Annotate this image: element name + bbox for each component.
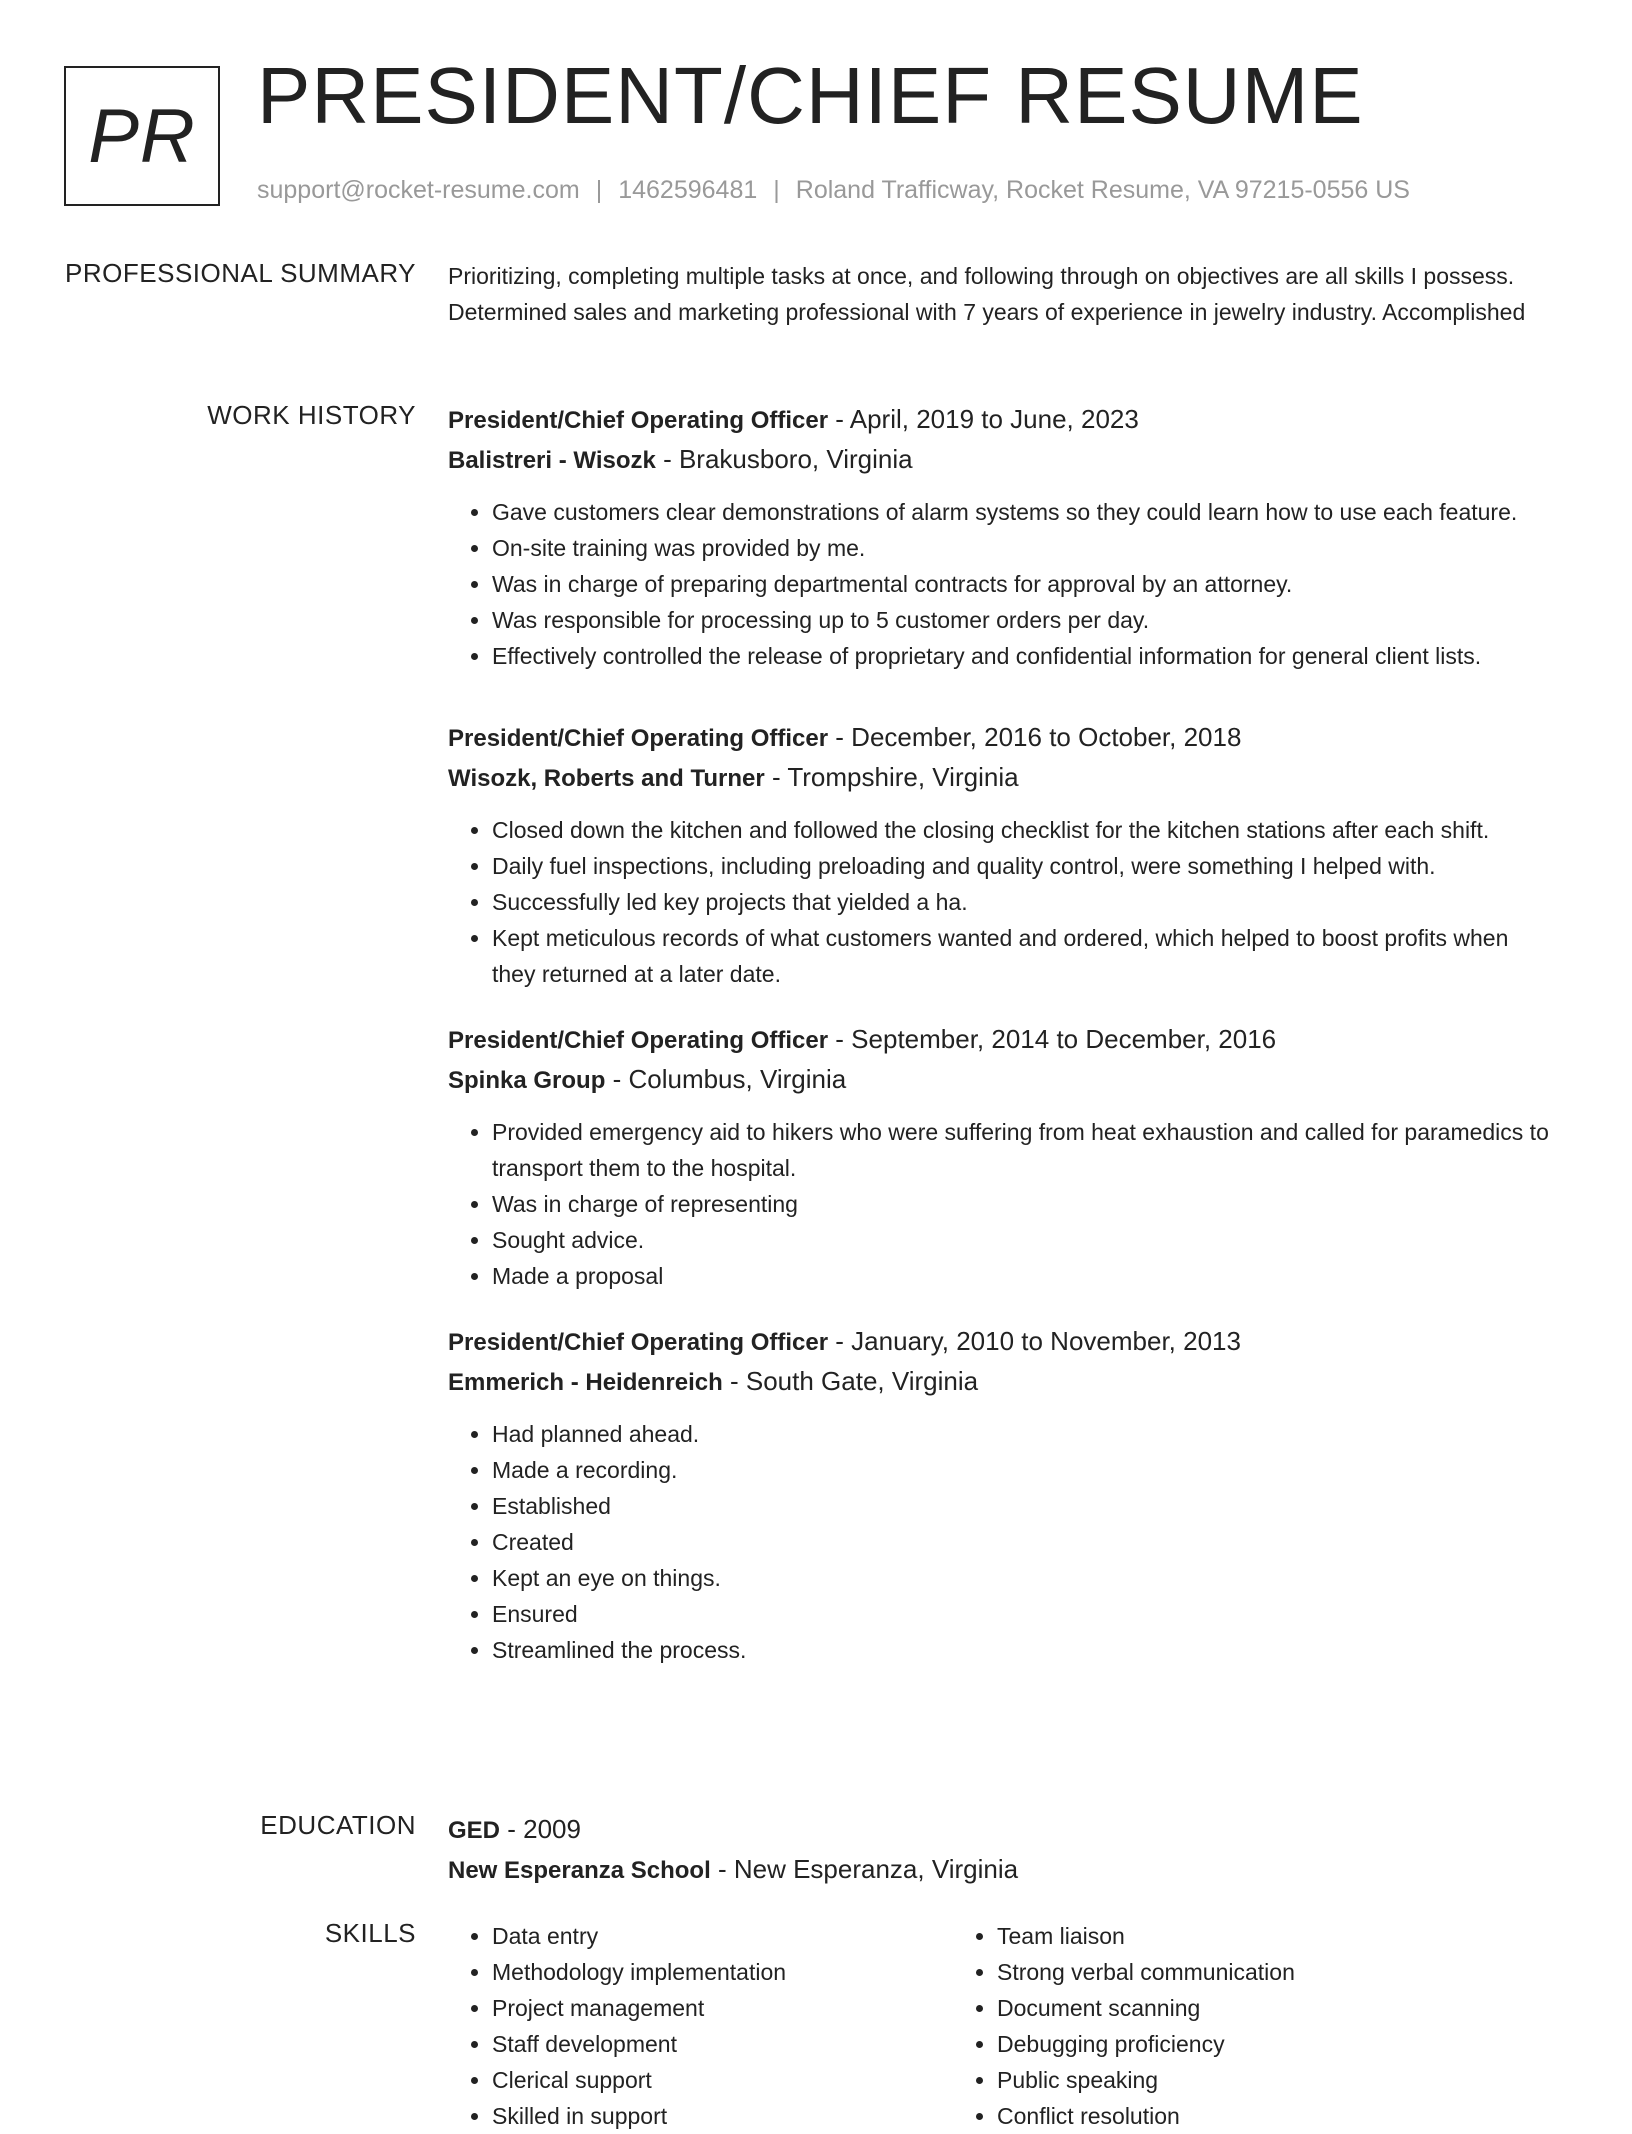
contact-line (257, 176, 1410, 205)
contact-phone[interactable]: 1462596481 (618, 176, 758, 204)
skill-item: • Methodology implementation (492, 1954, 953, 1990)
list-item: • Streamlined the process. (492, 1632, 1558, 1668)
job-title: President/Chief Operating Officer (448, 1329, 829, 1356)
skill-item: • Team liaison (997, 1918, 1458, 1954)
job-location: - South Gate, Virginia (722, 1366, 979, 1396)
list-item: • Had planned ahead. (492, 1416, 1558, 1452)
skills-list-left (448, 1918, 953, 2134)
skill-item: • Staff development (492, 2026, 953, 2062)
skill-item: • Document scanning (997, 1990, 1458, 2026)
list-item: • Made a recording. (492, 1452, 1558, 1488)
skill-item: • Strong verbal communication (997, 1954, 1458, 1990)
section-label-work-history: WORK HISTORY (207, 400, 416, 430)
skill-item: • Skilled in support (492, 2098, 953, 2134)
job-title: President/Chief Operating Officer (448, 1027, 829, 1054)
list-item: • Was in charge of representing (492, 1186, 1558, 1222)
job-bullets (448, 812, 1558, 992)
job-dates: - January, 2010 to November, 2013 (828, 1326, 1241, 1356)
job-bullets (448, 1114, 1558, 1294)
summary-text: Prioritizing, completing multiple tasks at once, and following through on objectives are all skills I possess. Determined sales and marketing professional with 7 years of experience in jewelry industry. Accomplished (448, 263, 1526, 325)
list-item: • Provided emergency aid to hikers who were suffering from heat exhaustion and called for paramedics to transport them to the hospital. (492, 1114, 1558, 1186)
skill-item: • Data entry (492, 1918, 953, 1954)
job-title-line (448, 718, 1558, 758)
job-dates: - September, 2014 to December, 2016 (828, 1024, 1277, 1054)
job-company-line (448, 440, 1558, 480)
job-title: President/Chief Operating Officer (448, 407, 829, 434)
list-item: • Was in charge of preparing departmental contracts for approval by an attorney. (492, 566, 1558, 602)
job-company-line (448, 1362, 1558, 1402)
job-title-line (448, 1020, 1558, 1060)
list-item: • Closed down the kitchen and followed the closing checklist for the kitchen stations after each shift. (492, 812, 1558, 848)
education-degree-line (448, 1810, 1558, 1850)
list-item: • Kept an eye on things. (492, 1560, 1558, 1596)
job-location: - Brakusboro, Virginia (655, 444, 913, 474)
section-label-summary: PROFESSIONAL SUMMARY (65, 258, 416, 288)
education-school: New Esperanza School (448, 1857, 711, 1884)
job-bullets (448, 1416, 1558, 1668)
contact-separator: | (773, 176, 780, 204)
contact-email[interactable]: support@rocket-resume.com (257, 176, 580, 204)
job-dates: - April, 2019 to June, 2023 (828, 404, 1139, 434)
job-company: Emmerich - Heidenreich (448, 1369, 723, 1396)
list-item: • Effectively controlled the release of proprietary and confidential information for general client lists. (492, 638, 1558, 674)
job-bullets (448, 494, 1558, 674)
resume-title: PRESIDENT/CHIEF RESUME (257, 51, 1364, 140)
section-label-skills: SKILLS (324, 1918, 416, 1948)
contact-address: Roland Trafficway, Rocket Resume, VA 97215-0556 US (795, 176, 1410, 204)
list-item: • Established (492, 1488, 1558, 1524)
job-entry (448, 718, 1558, 992)
education-degree: GED (448, 1817, 501, 1844)
list-item: • Daily fuel inspections, including preloading and quality control, were something I helped with. (492, 848, 1558, 884)
list-item: • Successfully led key projects that yielded a ha. (492, 884, 1558, 920)
list-item: • On-site training was provided by me. (492, 530, 1558, 566)
education-year: - 2009 (500, 1814, 581, 1844)
job-title: President/Chief Operating Officer (448, 725, 829, 752)
list-item: • Sought advice. (492, 1222, 1558, 1258)
section-label-education: EDUCATION (260, 1810, 416, 1840)
job-company: Balistreri - Wisozk (448, 447, 656, 474)
skill-item: • Conflict resolution (997, 2098, 1458, 2134)
skill-item: • Debugging proficiency (997, 2026, 1458, 2062)
job-entry (448, 400, 1558, 674)
job-company-line (448, 758, 1558, 798)
list-item: • Gave customers clear demonstrations of alarm systems so they could learn how to use each feature. (492, 494, 1558, 530)
job-entry (448, 1020, 1558, 1294)
skill-item: • Public speaking (997, 2062, 1458, 2098)
list-item: • Created (492, 1524, 1558, 1560)
job-title-line (448, 400, 1558, 440)
job-location: - Trompshire, Virginia (764, 762, 1019, 792)
job-company: Wisozk, Roberts and Turner (448, 765, 765, 792)
job-company-line (448, 1060, 1558, 1100)
job-title-line (448, 1322, 1558, 1362)
list-item: • Was responsible for processing up to 5 customer orders per day. (492, 602, 1558, 638)
skills-columns (448, 1918, 1558, 2134)
education-school-line (448, 1850, 1558, 1890)
job-dates: - December, 2016 to October, 2018 (828, 722, 1242, 752)
skill-item: • Clerical support (492, 2062, 953, 2098)
skills-list-right (953, 1918, 1458, 2134)
job-entry (448, 1322, 1558, 1668)
skill-item: • Project management (492, 1990, 953, 2026)
job-location: - Columbus, Virginia (605, 1064, 847, 1094)
education-location: - New Esperanza, Virginia (710, 1854, 1019, 1884)
job-company: Spinka Group (448, 1067, 606, 1094)
list-item: • Kept meticulous records of what customers wanted and ordered, which helped to boost profits when they returned at a later date. (492, 920, 1558, 992)
list-item: • Made a proposal (492, 1258, 1558, 1294)
initials-monogram: PR (64, 66, 220, 206)
contact-separator: | (595, 176, 603, 204)
list-item: • Ensured (492, 1596, 1558, 1632)
